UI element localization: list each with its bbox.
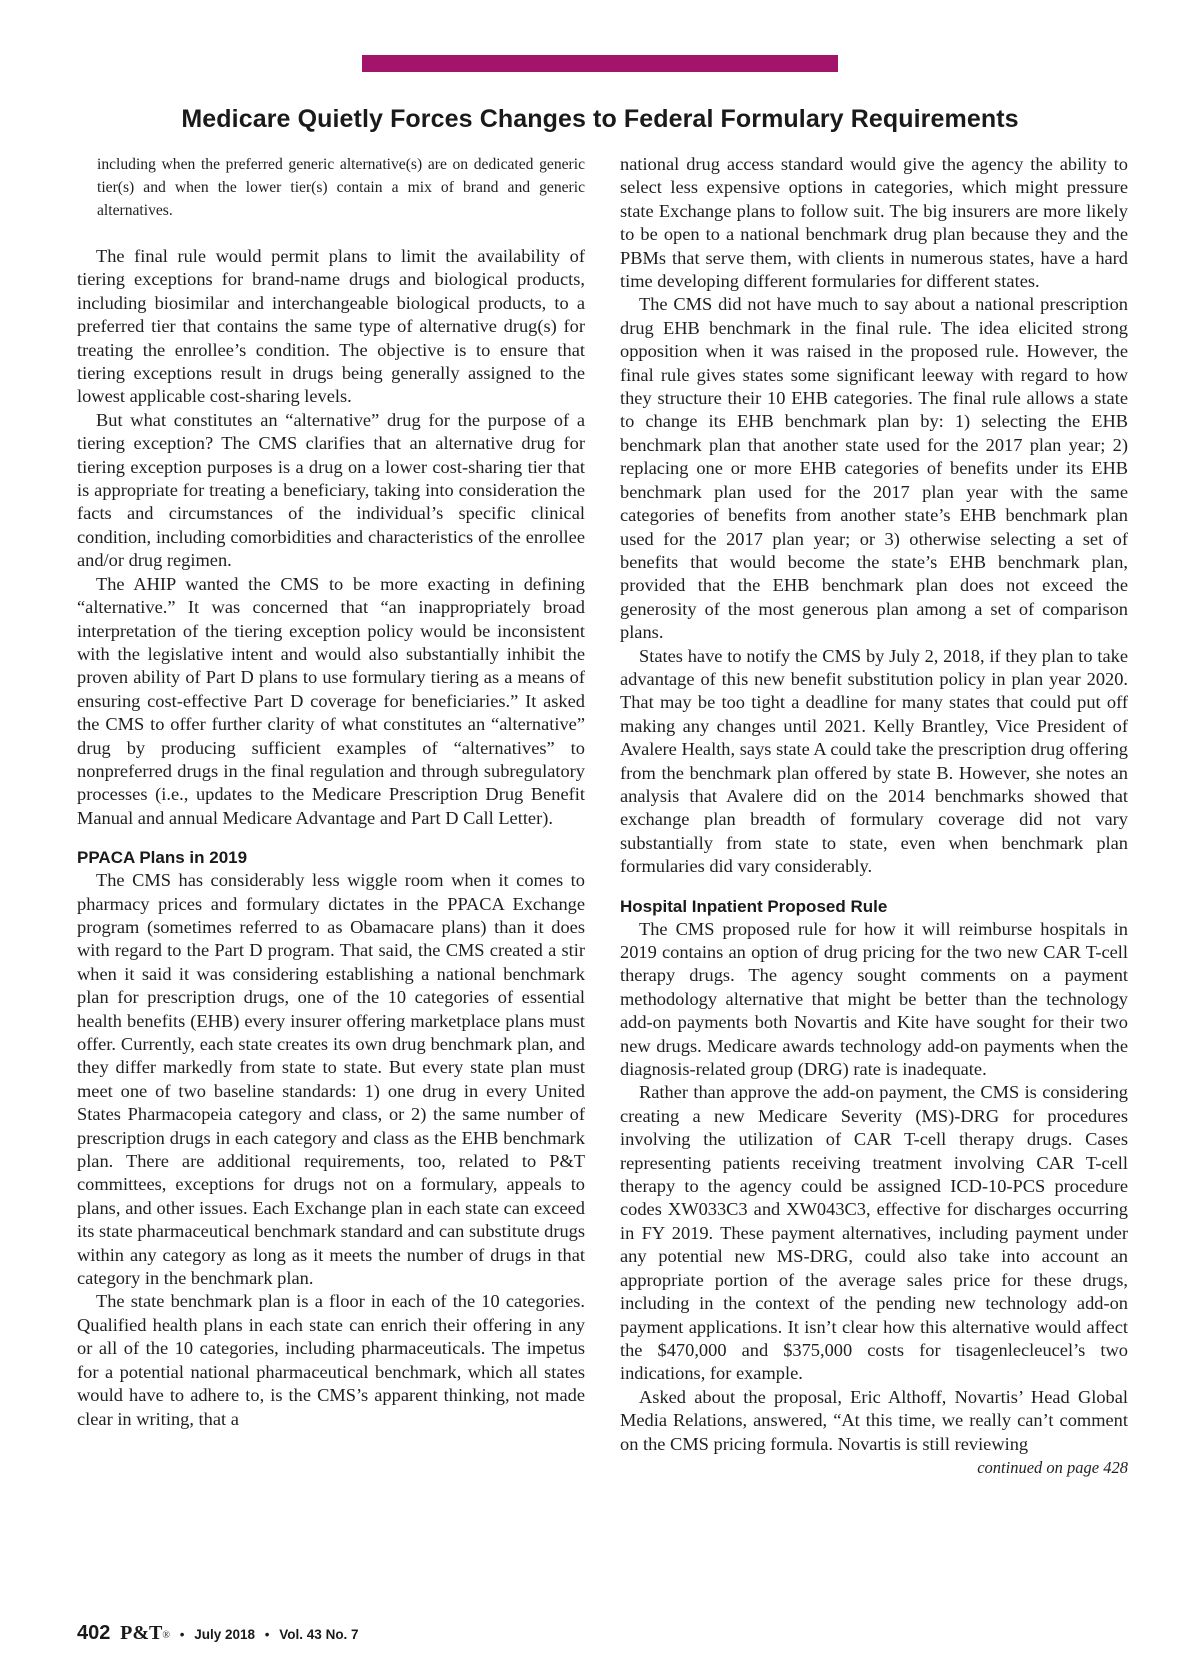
separator-dot: • (179, 1627, 185, 1642)
paragraph: The CMS did not have much to say about a national prescription drug EHB benchmark in the final rule. The idea elicited strong opposition when it was raised in the proposed rule. However, the final rule gives states some significant leeway with regard to how they structure their 10 EHB categories. The final rule allows a state to change its EHB benchmark plan by: 1) selecting the EHB benchmark plan that another state used for the 2017 plan year; 2) replacing one or more EHB categories of benefits under its EHB benchmark plan used for the 2017 plan year with the same categories of benefits from another state’s EHB benchmark plan used for the 2017 plan year; or 3) otherwise selecting a set of benefits that would become the state’s EHB benchmark plan, provided that the EHB benchmark plan does not exceed the generosity of the most generous plan among a set of comparison plans. (620, 294, 1128, 643)
page-number: 402 (77, 1622, 111, 1644)
paragraph: The AHIP wanted the CMS to be more exacting in defining “alternative.” It was concerned that “an inappropriately broad interpretation of the tiering exception policy would be inconsistent with the legislative intent and would also substantially inhibit the proven ability of Part D plans to use formulary tiering as a means of ensuring cost-effective Part D coverage for beneficiaries.” It asked the CMS to offer further clarity of what constitutes an “alternative” drug by producing sufficient examples of “alternatives” to nonpreferred drugs in the final regulation and through subregulatory processes (i.e., updates to the Medicare Prescription Drug Benefit Manual and annual Medicare Advantage and Part D Call Letter). (77, 573, 585, 828)
paragraph: States have to notify the CMS by July 2, 2018, if they plan to take advantage of this new benefit substitution policy in plan year 2020. That may be too tight a deadline for many states that could put off making any changes until 2021. Kelly Brantley, Vice President of Avalere Health, says state A could take the prescription drug offering from the benchmark plan offered by state B. However, she notes an analysis that Avalere did on the 2014 benchmarks showed that exchange plan breadth of formulary coverage did not vary substantially from state to state, even when benchmark plan formularies did vary considerably. (620, 645, 1128, 877)
paragraph: Asked about the proposal, Eric Althoff, Novartis’ Head Global Media Relations, answered, “At this time, we really can’t comment on the CMS pricing formula. Novartis is still reviewing (620, 1386, 1128, 1454)
header-accent-bar (362, 55, 838, 72)
issue-date: July 2018 (194, 1627, 256, 1642)
registered-mark: ® (162, 1630, 170, 1641)
paragraph: national drug access standard would give the agency the ability to select less expensive options in categories, which might pressure state Exchange plans to follow suit. The big insurers are more likely to be open to a national benchmark drug plan because they and the PBMs that serve them, with clients in numerous states, have a hard time developing different formularies for different states. (620, 154, 1128, 292)
bullet-continuation: including when the preferred generic alternative(s) are on dedicated generic tier(s) and when the lower tier(s) contain a mix of brand and generic alternatives. (97, 156, 585, 219)
paragraph: But what constitutes an “alternative” drug for the purpose of a tiering exception? The CMS clarifies that an alternative drug for tiering exception purposes is a drug on a lower cost-sharing tier that is appropriate for treating a beneficiary, taking into consideration the facts and circumstances of the individual’s specific clinical condition, including comorbidities and characteristics of the enrollee and/or drug regimen. (77, 409, 585, 571)
publication-title: P&T (120, 1622, 163, 1644)
continued-note: continued on page 428 (977, 1457, 1128, 1477)
left-column (77, 153, 585, 1431)
publication-name (120, 1622, 170, 1644)
paragraph: The CMS has considerably less wiggle room when it comes to pharmacy prices and formulary dictates in the PPACA Exchange program (sometimes referred to as Obamacare plans) than it does with regard to the Part D program. That said, the CMS created a stir when it said it was considering establishing a national benchmark plan for prescription drugs, one of the 10 categories of essential health benefits (EHB) every insurer offering marketplace plans must offer. Currently, each state creates its own drug benchmark plan, and they differ markedly from state to state. But every state plan must meet one of two baseline standards: 1) one drug in every United States Pharmacopeia category and class, or 2) the same number of prescription drugs in each category and class as the EHB benchmark plan. There are additional requirements, too, related to P&T committees, exceptions for drugs not on a formulary, appeals to plans, and other issues. Each Exchange plan in each state can exceed its state pharmaceutical benchmark standard and can substitute drugs within any category as long as it meets the number of drugs in that category in the benchmark plan. (77, 870, 585, 1289)
paragraph: The CMS proposed rule for how it will reimburse hospitals in 2019 contains an option of drug pricing for the two new CAR T-cell therapy drugs. The agency sought comments on a payment methodology alternative that might be better than the technology add-on payments both Novartis and Kite have sought for their two new drugs. Medicare awards technology add-on payments when the diagnosis-related group (DRG) rate is inadequate. (620, 918, 1128, 1080)
section-heading-hospital: Hospital Inpatient Proposed Rule (620, 896, 888, 916)
volume-number: Vol. 43 No. 7 (279, 1627, 359, 1642)
section-heading-ppaca: PPACA Plans in 2019 (77, 848, 248, 868)
page-footer (77, 1622, 359, 1645)
separator-dot: • (264, 1627, 270, 1642)
paragraph: Rather than approve the add-on payment, the CMS is considering creating a new Medicare Severity (MS)-DRG for procedures involving the utilization of CAR T-cell therapy drugs. Cases representing patients receiving treatment involving CAR T-cell therapy to the agency could be assigned ICD-10-PCS procedure codes XW033C3 and XW043C3, effective for discharges occurring in FY 2019. These payment alternatives, including payment under any potential new MS-DRG, could also take into account an appropriate portion of the average sales price for these drugs, including in the context of the pending new technology add-on payment applications. It isn’t clear how this alternative would affect the $470,000 and $375,000 costs for tisagenlecleucel’s two indications, for example. (620, 1082, 1128, 1384)
paragraph: The state benchmark plan is a floor in each of the 10 categories. Qualified health plans in each state can enrich their offering in any or all of the 10 categories, including pharmaceuticals. The impetus for a potential national pharmaceutical benchmark, which all states would have to adhere to, is the CMS’s apparent thinking, not made clear in writing, that a (77, 1291, 585, 1429)
right-column (620, 153, 1128, 1479)
page-title: Medicare Quietly Forces Changes to Federal Formulary Requirements (181, 104, 1019, 133)
paragraph: The final rule would permit plans to limit the availability of tiering exceptions for brand-name drugs and biological products, including biosimilar and interchangeable biological products, to a preferred tier that contains the same type of alternative drug(s) for treating the enrollee’s condition. The objective is to ensure that tiering exceptions result in drugs being generally assigned to the lowest applicable cost-sharing levels. (77, 246, 585, 407)
